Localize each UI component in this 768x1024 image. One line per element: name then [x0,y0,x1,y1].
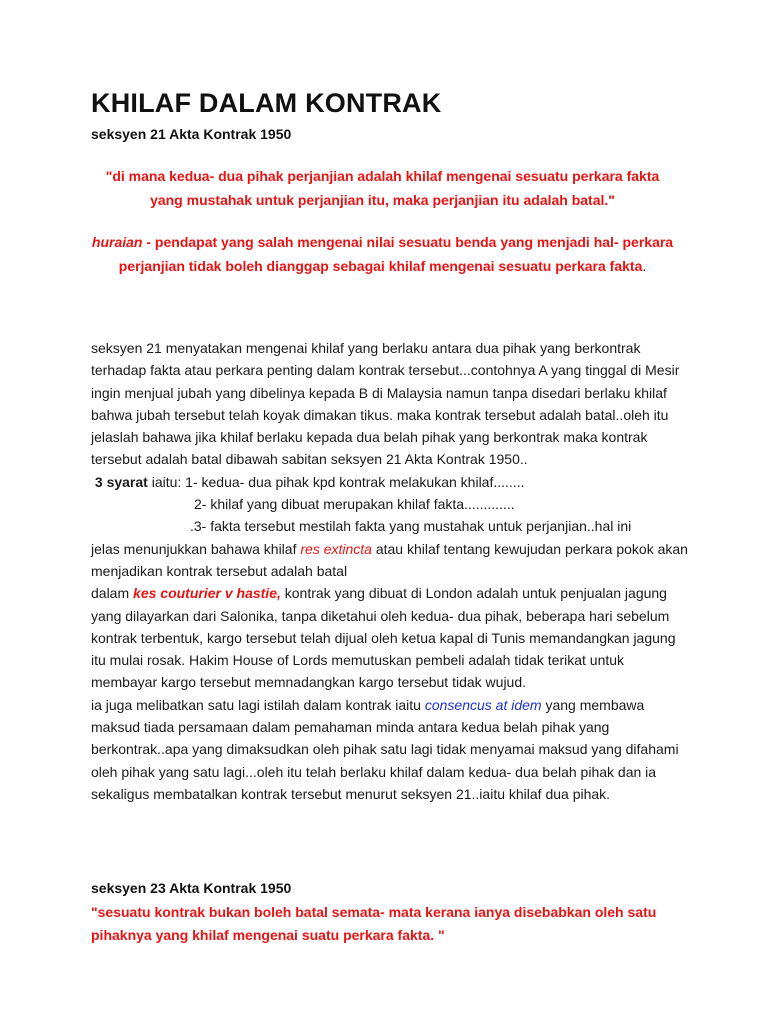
syarat-line-1 [91,471,691,493]
paragraph-consencus [91,694,691,805]
huraian-label: huraian [91,234,143,250]
paragraph-res-extincta [91,538,691,583]
syarat-item-3: .3- fakta tersebut mestilah fakta yang mustahak untuk perjanjian..hal ini [190,518,632,535]
section-21-quote: "di mana kedua- dua pihak perjanjian adalah khilaf mengenai sesuatu perkara fakta yang mustahak untuk perjanjian itu, maka perjanjian itu adalah batal." [105,168,660,208]
syarat-item-2: 2- khilaf yang dibuat merupakan khilaf fakta............. [194,496,515,513]
section-23-quote: "sesuatu kontrak bukan boleh batal semata- mata kerana ianya disebabkan oleh satu pihaknya yang khilaf mengenai suatu perkara fakta. " [91,904,657,943]
text-segment: jelas menunjukkan bahawa khilaf [91,540,301,557]
syarat-item-1: iaitu: 1- kedua- dua pihak kpd kontrak melakukan khilaf........ [147,473,525,490]
huraian-period: . [642,257,647,274]
text-segment: ia juga melibatkan satu lagi istilah dalam kontrak iaitu [91,696,425,713]
text-segment: kontrak yang dibuat di London adalah untuk penjualan jagung yang dilayarkan dari Salonika, tanpa diketahui oleh kedua- dua pihak, beberapa hari sebelum kontrak terbentuk, kargo tersebut telah dijual oleh ketua kapal di Tunis memandangkan jagung itu mulai rosak. Hakim House of Lords memutuskan pembeli adalah tidak terikat untuk membayar kargo tersebut memnadangkan kargo tersebut tidak wujud. [91,585,676,691]
syarat-label: 3 syarat [94,473,148,490]
term-res-extincta: res extincta [300,540,372,557]
section-21-heading: seksyen 21 Akta Kontrak 1950 [91,126,292,142]
section-23-heading: seksyen 23 Akta Kontrak 1950 [91,880,292,896]
huraian-block [91,231,674,278]
huraian-text: - pendapat yang salah mengenai nilai sesuatu benda yang menjadi hal- perkara perjanjian tidak boleh dianggap sebagai khilaf mengenai sesuatu perkara fakta [118,234,674,274]
term-consencus: consencus at idem [424,696,542,713]
text-segment: atau khilaf tentang kewujudan perkara pokok akan menjadikan kontrak tersebut adalah batal [91,540,688,579]
document-title: KHILAF DALAM KONTRAK [91,88,442,118]
text-segment: dalam [91,585,134,602]
paragraph-case [91,582,691,693]
case-name: kes couturier v hastie, [133,585,281,602]
body-text [91,337,691,805]
paragraph-explanation: seksyen 21 menyatakan mengenai khilaf yang berlaku antara dua pihak yang berkontrak terhadap fakta atau perkara penting dalam kontrak tersebut...contohnya A yang tinggal di Mesir ingin menjual jubah yang dibelinya kepada B di Malaysia namun tanpa disedari berlaku khilaf bahwa jubah tersebut telah koyak dimakan tikus. maka kontrak tersebut adalah batal..oleh itu jelaslah bahawa jika khilaf berlaku kepada dua belah pihak yang berkontrak maka kontrak tersebut adalah batal dibawah sabitan seksyen 21 Akta Kontrak 1950.. [91,340,680,468]
text-segment: yang membawa maksud tiada persamaan dalam pemahaman minda antara kedua belah pihak yang berkontrak..apa yang dimaksudkan oleh pihak satu lagi tidak menyamai maksud yang difahami oleh pihak yang satu lagi...oleh itu telah berlaku khilaf dalam kedua- dua belah pihak dan ia sekaligus membatalkan kontrak tersebut menurut seksyen 21..iaitu khilaf dua pihak. [91,696,679,802]
